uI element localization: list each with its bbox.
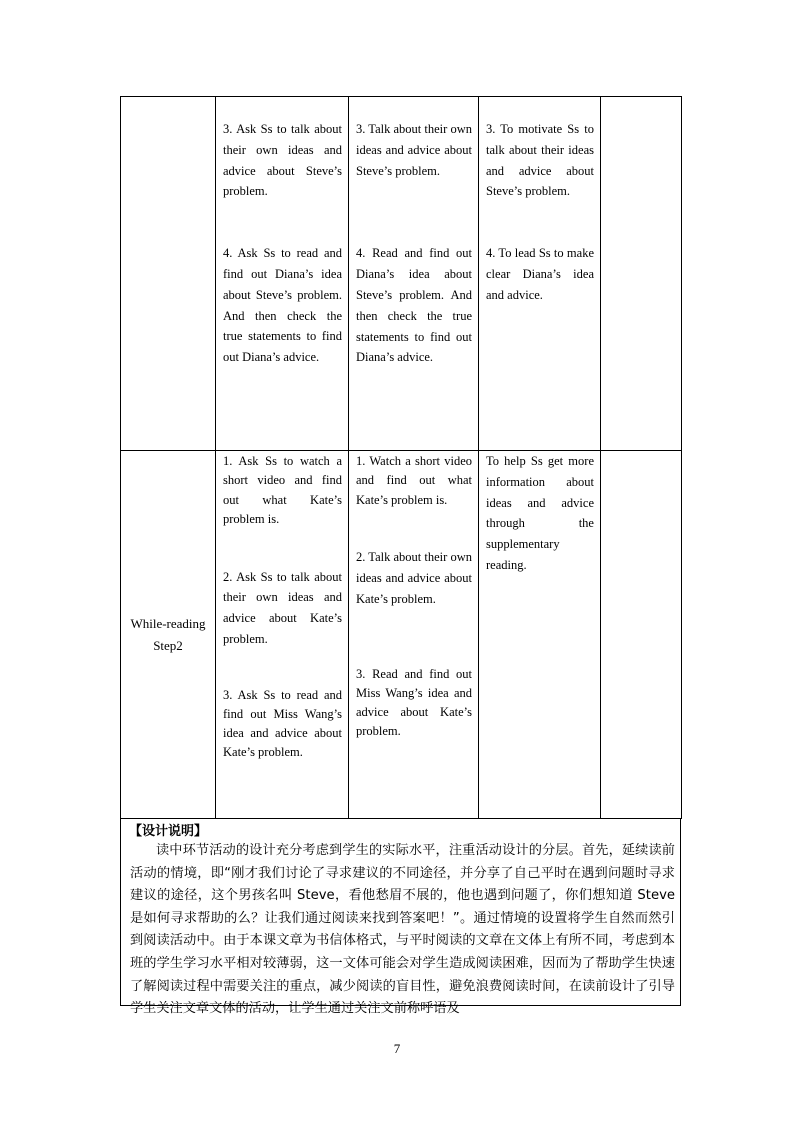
teacher-step-4: 4. Ask Ss to read and find out Diana’s idea about Steve’s problem. And then check the true statements to find out Diana’s advice. <box>223 246 342 365</box>
teacher-step-3: 3. Ask Ss to read and find out Miss Wang’s idea and advice about Kate’s problem. <box>223 687 342 759</box>
purpose-text: To help Ss get more information about ideas and advice through the supplementary reading. <box>486 454 594 572</box>
design-notes-body: 读中环节活动的设计充分考虑到学生的实际水平，注重活动设计的分层。首先，延续读前活动的情境，即“刚才我们讨论了寻求建议的不同途径，并分享了自己平时在遇到问题时寻求建议的途径，这个男孩名叫 Steve，看他愁眉不展的，他也遇到问题了，你们想知道 Steve 是如何寻求帮助的么？让我们通过阅读来找到答案吧！”。通过情境的设置将学生自然而然引到阅读活动中。由于本课文章为书信体格式，与平时阅读的文章在文体上有所不同，考虑到本班的学生学习水平相对较薄弱，这一文体可能会对学生造成阅读困难，因而为了帮助学生快速了解阅读过程中需要关注的重点，减少阅读的盲目性，避免浪费阅读时间，在读前设计了引导学生关注文章文体的活动，让学生通过关注文前称呼语及 <box>130 843 675 1017</box>
purpose-step-4: 4. To lead Ss to make clear Diana’s idea and advice. <box>486 246 594 302</box>
purpose-cell <box>479 451 601 819</box>
stage-step: Step2 <box>153 637 183 653</box>
teacher-activity-cell <box>216 97 349 451</box>
teacher-step-1: 1. Ask Ss to watch a short video and find out what Kate’s problem is. <box>223 454 342 527</box>
student-step-3: 3. Talk about their own ideas and advice about Steve’s problem. <box>356 122 472 178</box>
table-row <box>121 451 682 819</box>
student-step-4: 4. Read and find out Diana’s idea about Steve’s problem. And then check the true statements to find out Diana’s advice. <box>356 246 472 365</box>
stage-cell <box>121 97 216 451</box>
purpose-step-3: 3. To motivate Ss to talk about their ideas and advice about Steve’s problem. <box>486 122 594 199</box>
student-activity-cell <box>349 97 479 451</box>
stage-label: While-reading <box>130 615 206 631</box>
design-notes-title: 【设计说明】 <box>129 824 208 839</box>
student-step-3: 3. Read and find out Miss Wang’s idea and advice about Kate’s problem. <box>356 666 472 738</box>
design-notes <box>120 818 681 1017</box>
teacher-step-2: 2. Ask Ss to talk about their own ideas and advice about Kate’s problem. <box>223 569 342 647</box>
student-step-2: 2. Talk about their own ideas and advice about Kate’s problem. <box>356 550 472 606</box>
page-number: 7 <box>393 1041 401 1056</box>
stage-cell <box>121 451 216 819</box>
extra-cell <box>601 97 682 451</box>
table-row <box>121 97 682 451</box>
lesson-plan-table <box>120 96 682 819</box>
student-activity-cell <box>349 451 479 819</box>
extra-cell <box>601 451 682 819</box>
student-step-1: 1. Watch a short video and find out what Kate’s problem is. <box>356 454 472 507</box>
purpose-cell <box>479 97 601 451</box>
teacher-step-3: 3. Ask Ss to talk about their own ideas and advice about Steve’s problem. <box>223 122 342 199</box>
teacher-activity-cell <box>216 451 349 819</box>
